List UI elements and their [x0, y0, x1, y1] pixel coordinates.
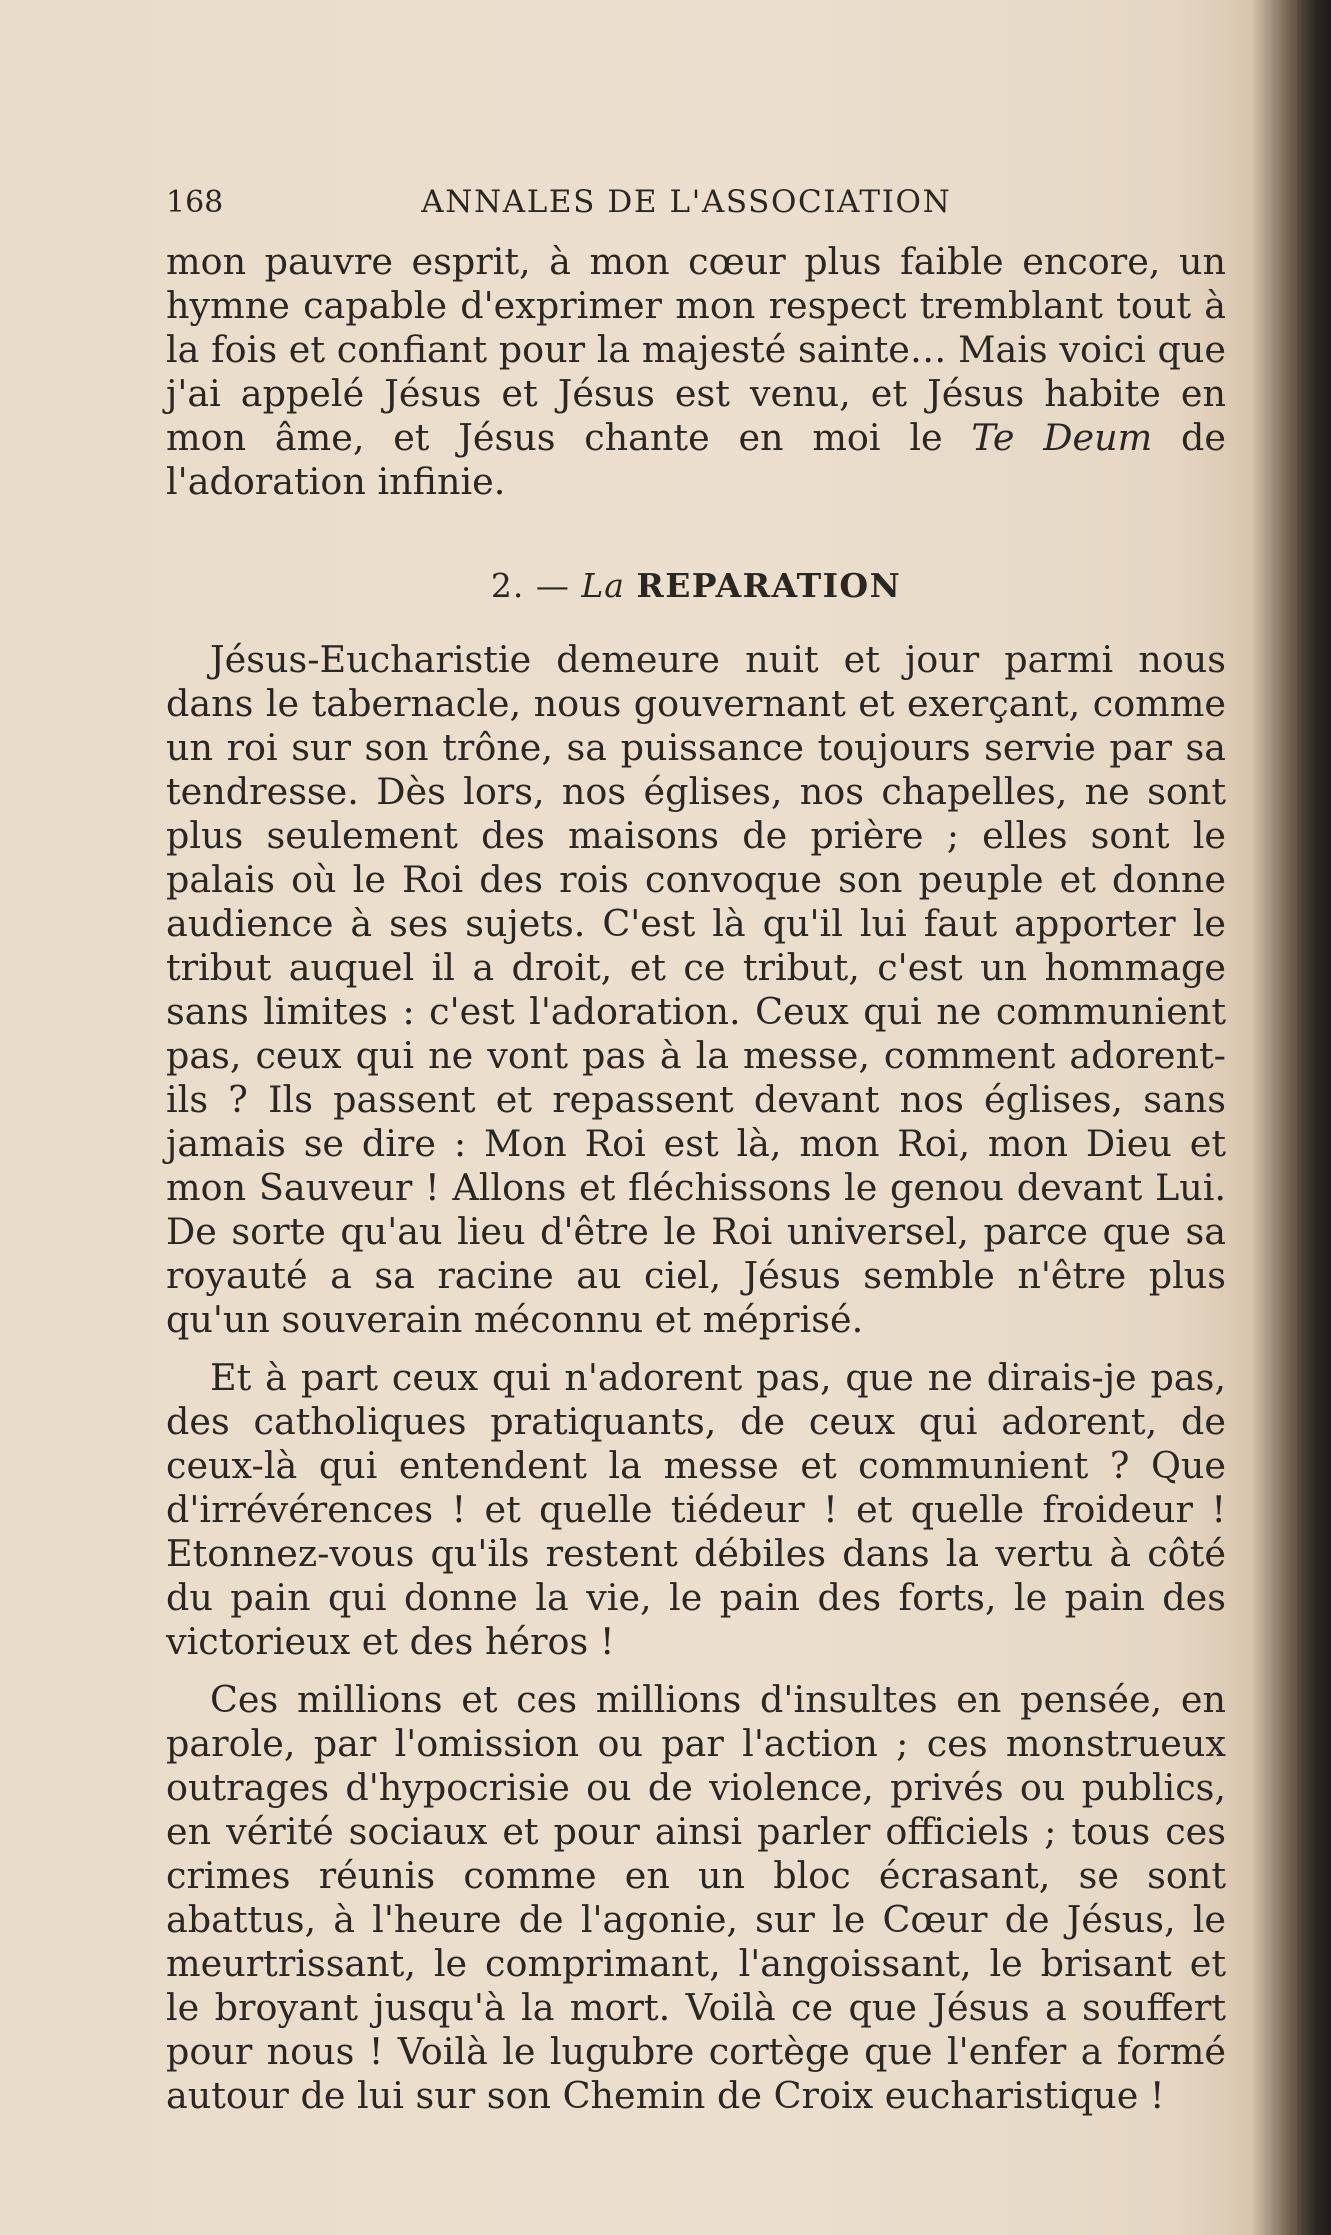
section-title: REPARATION	[636, 566, 902, 605]
section-label: La	[581, 566, 625, 605]
body-paragraph-1: Jésus-Eucharistie demeure nuit et jour parmi nous dans le tabernacle, nous gouvernant et exerçant, comme un roi sur son trône, sa puissance toujours servie par sa tendresse. Dès lors, nos églises, nos chapelles, ne sont plus seulement des maisons de prière ; elles sont le palais où le Roi des rois convoque son peuple et donne audience à ses sujets. C'est là qu'il lui faut apporter le tribut auquel il a droit, et ce tribut, c'est un hommage sans limites : c'est l'adoration. Ceux qui ne communient pas, ceux qui ne vont pas à la messe, comment adorent-ils ? Ils passent et repassent devant nos églises, sans jamais se dire : Mon Roi est là, mon Roi, mon Dieu et mon Sauveur ! Allons et fléchissons le genou devant Lui. De sorte qu'au lieu d'être le Roi universel, parce que sa royauté a sa racine au ciel, Jésus semble n'être plus qu'un souverain méconnu et méprisé.	[166, 638, 1226, 1341]
section-heading	[166, 564, 1226, 608]
page-header	[166, 180, 1226, 240]
body-paragraph-3: Ces millions et ces millions d'insultes en pensée, en parole, par l'omission ou par l'action ; ces monstrueux outrages d'hypocrisie ou de violence, privés ou publics, en vérité sociaux et pour ainsi parler officiels ; tous ces crimes réunis comme en un bloc écrasant, se sont abattus, à l'heure de l'agonie, sur le Cœur de Jésus, le meurtrissant, le comprimant, l'angoissant, le brisant et le broyant jusqu'à la mort. Voilà ce que Jésus a souffert pour nous ! Voilà le lugubre cortège que l'enfer a formé autour de lui sur son Chemin de Croix eucharistique !	[166, 1678, 1226, 2117]
intro-text-end: de l'adoration infinie.	[166, 416, 1226, 503]
intro-italic-title: Te Deum	[971, 416, 1153, 459]
text-column	[166, 180, 1226, 2118]
intro-text-start: mon pauvre esprit, à mon cœur plus faible encore, un hymne capable d'exprimer mon respect tremblant tout à la fois et confiant pour la majesté sainte… Mais voici que j'ai appelé Jésus et Jésus est venu, et Jésus habite en mon âme, et Jésus chante en moi le	[166, 240, 1226, 459]
intro-paragraph	[166, 240, 1226, 504]
book-spine	[1297, 0, 1331, 2235]
body-paragraph-2: Et à part ceux qui n'adorent pas, que ne dirais-je pas, des catholiques pratiquants, de ceux qui adorent, de ceux-là qui entendent la messe et communient ? Que d'irrévérences ! et quelle tiédeur ! et quelle froideur ! Etonnez-vous qu'ils restent débiles dans la vertu à côté du pain qui donne la vie, le pain des forts, le pain des victorieux et des héros !	[166, 1356, 1226, 1663]
page-number: 168	[166, 185, 224, 220]
running-title: ANNALES DE L'ASSOCIATION	[421, 184, 952, 220]
section-number: 2. —	[490, 566, 570, 605]
